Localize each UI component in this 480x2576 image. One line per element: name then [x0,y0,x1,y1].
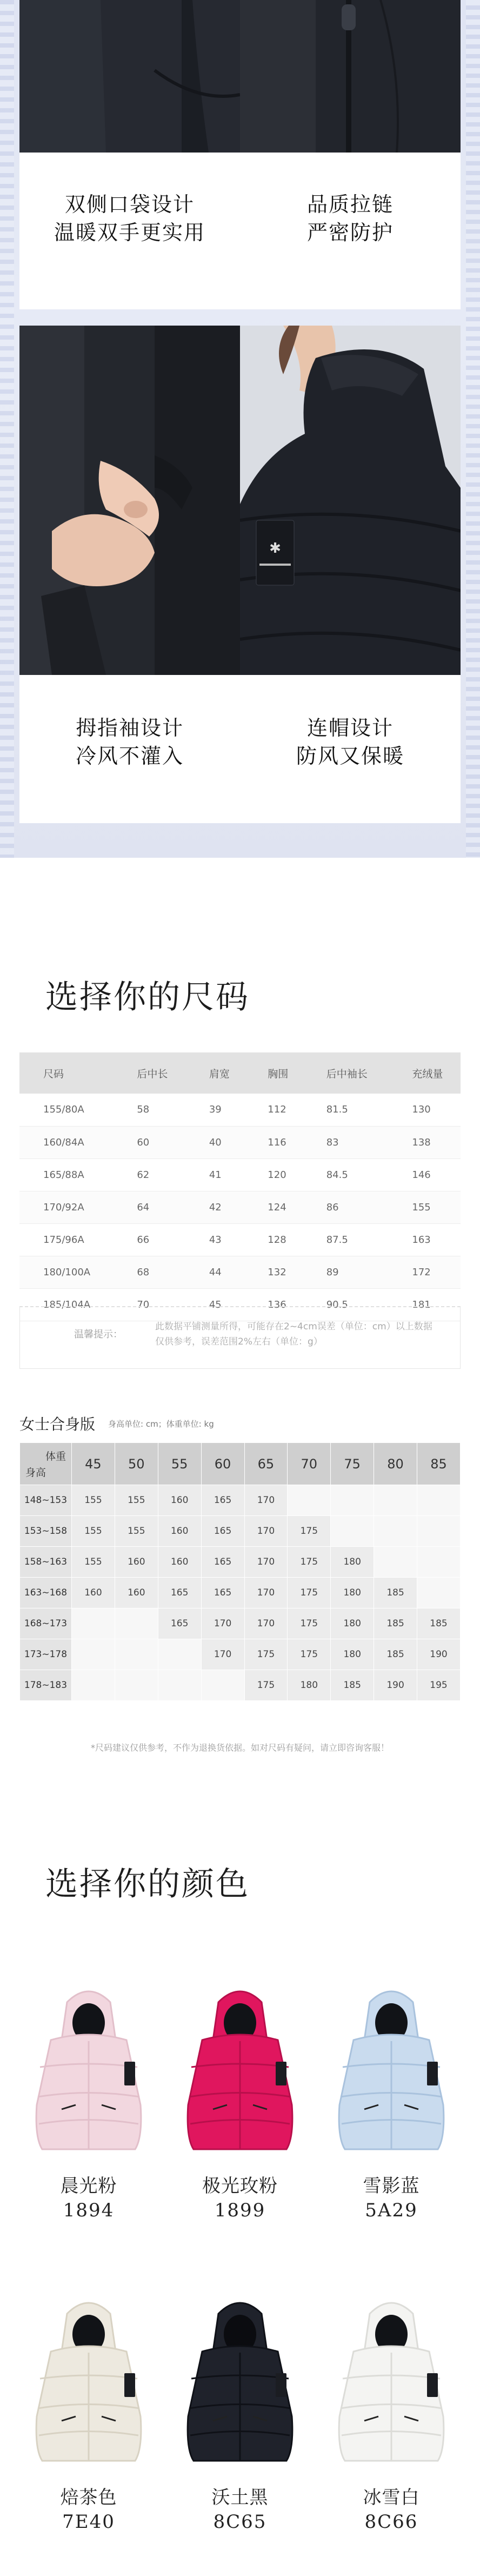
column-header: 肩宽 [185,1052,244,1094]
fit-chart-cell: 195 [417,1670,461,1701]
color-code: 7E40 [62,2511,115,2533]
table-cell: 86 [303,1191,389,1223]
size-note-text: 此数据平铺测量所得，可能存在2~4cm误差（单位：cm）以上数据仅供参考，误差范围2%左右（单位：g） [155,1321,432,1347]
fit-chart-cell: 165 [201,1485,244,1516]
pocket-photo [19,0,240,153]
color-name: 焙茶色 [60,2487,117,2508]
fit-chart-cell: 165 [201,1547,244,1578]
weight-column-header: 60 [201,1443,244,1485]
fit-chart-cell: 155 [115,1516,158,1547]
height-row-header: 148~153 [20,1485,72,1516]
weight-column-header: 70 [288,1443,331,1485]
weight-column-header: 50 [115,1443,158,1485]
fit-chart-cell: 180 [331,1547,374,1578]
fit-chart-cell [331,1516,374,1547]
table-cell: 146 [388,1158,461,1191]
table-cell: 163 [388,1223,461,1256]
fit-chart-cell: 175 [288,1547,331,1578]
fit-chart-cell [72,1608,115,1639]
table-cell: 155 [388,1191,461,1223]
table-cell: 180/100A [19,1256,113,1288]
table-cell: 170/92A [19,1191,113,1223]
fit-chart-cell [201,1670,244,1701]
color-swatch[interactable] [316,2292,467,2533]
fit-chart-units: 身高单位: cm；体重单位: kg [108,1419,214,1429]
table-cell: 128 [244,1223,302,1256]
feature-line-1: 拇指袖设计 [75,716,184,740]
feature-line-2: 防风又保暖 [296,744,404,768]
weight-column-header: 55 [158,1443,201,1485]
fit-chart-cell: 165 [201,1516,244,1547]
fit-chart-cell [374,1485,417,1516]
fit-chart-cell: 185 [374,1639,417,1670]
color-swatch[interactable] [164,1981,316,2221]
fit-chart-cell: 170 [201,1608,244,1639]
table-cell: 155/80A [19,1094,113,1126]
color-name: 冰雪白 [363,2487,420,2508]
feature-section [0,0,480,858]
table-cell: 58 [113,1094,185,1126]
table-cell: 70 [113,1288,185,1321]
fit-chart-row [20,1516,461,1547]
fit-chart-cell: 160 [158,1485,201,1516]
fit-chart-title: 女士合身版 [19,1415,96,1433]
table-cell: 130 [388,1094,461,1126]
table-cell: 66 [113,1223,185,1256]
fit-chart-cell [288,1485,331,1516]
fit-chart-cell: 180 [331,1608,374,1639]
table-cell: 120 [244,1158,302,1191]
fit-chart-cell [115,1639,158,1670]
table-cell: 181 [388,1288,461,1321]
fit-chart-cell: 160 [158,1516,201,1547]
fit-chart-cell: 165 [158,1608,201,1639]
fit-chart-cell: 160 [115,1578,158,1608]
feature-card-zipper [240,0,461,309]
weight-column-header: 80 [374,1443,417,1485]
table-cell: 41 [185,1158,244,1191]
table-cell: 132 [244,1256,302,1288]
height-row-header: 158~163 [20,1547,72,1578]
fit-chart-cell: 155 [72,1547,115,1578]
fit-chart-cell: 165 [201,1578,244,1608]
table-cell: 175/96A [19,1223,113,1256]
height-axis-label: 身高 [25,1467,46,1479]
color-swatch[interactable] [13,1981,164,2221]
feature-card-hood [240,326,461,823]
color-name: 沃土黑 [211,2487,269,2508]
feature-line-1: 双侧口袋设计 [64,193,195,216]
weight-column-header: 85 [417,1443,461,1485]
table-cell: 89 [303,1256,389,1288]
color-code: 5A29 [365,2200,418,2221]
fit-chart-row [20,1639,461,1670]
table-cell: 68 [113,1256,185,1288]
column-header: 后中长 [113,1052,185,1094]
feature-line-2: 温暖双手更实用 [54,221,205,244]
hood-photo [240,326,461,675]
column-header: 后中袖长 [303,1052,389,1094]
table-cell: 185/104A [19,1288,113,1321]
feature-card-thumb-cuff [19,326,240,823]
fit-chart-cell: 175 [288,1608,331,1639]
color-swatch[interactable] [13,2292,164,2533]
table-cell: 64 [113,1191,185,1223]
table-row [19,1126,461,1158]
fit-chart-cell [374,1516,417,1547]
table-cell: 160/84A [19,1126,113,1158]
color-code: 8C66 [364,2511,418,2533]
table-cell: 83 [303,1126,389,1158]
fit-chart-cell [374,1547,417,1578]
table-cell: 42 [185,1191,244,1223]
fit-chart-cell [158,1639,201,1670]
feature-line-1: 品质拉链 [306,193,394,216]
height-row-header: 163~168 [20,1578,72,1608]
fit-chart-cell: 185 [374,1608,417,1639]
svg-text:✱: ✱ [269,540,281,557]
fit-chart-cell: 155 [115,1485,158,1516]
fit-chart-cell: 160 [115,1547,158,1578]
fit-chart-cell: 170 [244,1578,288,1608]
size-section-title: 选择你的尺码 [45,978,250,1016]
jacket-image [29,2292,148,2471]
jacket-image [181,1981,299,2159]
color-section-title: 选择你的颜色 [45,1865,250,1903]
column-header: 尺码 [19,1052,113,1094]
fit-chart-cell: 160 [72,1578,115,1608]
table-row [19,1191,461,1223]
fit-chart-cell: 170 [244,1547,288,1578]
table-row [19,1256,461,1288]
zipper-photo [240,0,461,153]
weight-column-header: 65 [244,1443,288,1485]
table-cell: 90.5 [303,1288,389,1321]
table-cell: 124 [244,1191,302,1223]
fit-chart-corner [20,1443,72,1485]
fit-chart-cell: 180 [288,1670,331,1701]
fit-chart-table [19,1442,461,1701]
fit-chart-cell: 175 [244,1670,288,1701]
table-row [19,1158,461,1191]
table-cell: 138 [388,1126,461,1158]
fit-chart-cell: 175 [288,1639,331,1670]
table-cell: 112 [244,1094,302,1126]
fit-chart-cell: 160 [158,1547,201,1578]
fit-chart-cell: 170 [244,1608,288,1639]
color-code: 1894 [63,2200,115,2221]
fit-chart-cell: 175 [288,1516,331,1547]
fit-chart-cell: 185 [417,1608,461,1639]
fit-chart-cell: 170 [244,1516,288,1547]
size-table [19,1052,461,1321]
color-code: 8C65 [213,2511,267,2533]
table-row [19,1223,461,1256]
fit-chart-cell [331,1485,374,1516]
table-cell: 44 [185,1256,244,1288]
fit-chart-cell [115,1670,158,1701]
table-cell: 45 [185,1288,244,1321]
fit-chart-cell: 155 [72,1516,115,1547]
fit-chart-cell: 155 [72,1485,115,1516]
table-cell: 40 [185,1126,244,1158]
color-swatch[interactable] [164,2292,316,2533]
fit-chart-row [20,1670,461,1701]
fit-chart-cell: 180 [331,1578,374,1608]
fit-chart-cell [417,1516,461,1547]
table-cell: 81.5 [303,1094,389,1126]
thumb-cuff-photo [19,326,240,675]
table-cell: 165/88A [19,1158,113,1191]
feature-line-1: 连帽设计 [306,716,394,740]
table-cell: 60 [113,1126,185,1158]
fit-chart-cell [417,1578,461,1608]
fit-chart-cell: 170 [201,1639,244,1670]
fit-chart-cell: 185 [331,1670,374,1701]
table-cell: 136 [244,1288,302,1321]
table-cell: 87.5 [303,1223,389,1256]
fit-chart-cell: 180 [331,1639,374,1670]
table-cell: 116 [244,1126,302,1158]
size-note-label: 温馨提示： [74,1329,123,1340]
fit-chart-cell: 185 [374,1578,417,1608]
weight-axis-label: 体重 [45,1451,66,1462]
fit-chart-row [20,1485,461,1516]
table-cell: 62 [113,1158,185,1191]
fit-chart-cell [72,1639,115,1670]
fit-chart-row [20,1578,461,1608]
table-row [19,1094,461,1126]
fit-chart-cell [115,1608,158,1639]
fit-chart-cell: 170 [244,1485,288,1516]
fit-chart-cell [417,1547,461,1578]
jacket-image [332,1981,451,2159]
height-row-header: 168~173 [20,1608,72,1639]
fit-chart-row [20,1608,461,1639]
fit-chart-cell [72,1670,115,1701]
column-header: 胸围 [244,1052,302,1094]
fit-chart-cell: 190 [417,1639,461,1670]
feature-card-pockets [19,0,240,309]
jacket-image [29,1981,148,2159]
fit-chart-header [20,1443,461,1485]
fit-chart-cell [417,1485,461,1516]
feature-line-2: 严密防护 [306,221,394,244]
height-row-header: 173~178 [20,1639,72,1670]
table-cell: 39 [185,1094,244,1126]
jacket-image [181,2292,299,2471]
size-note [19,1306,461,1369]
color-name: 雪影蓝 [363,2175,420,2197]
table-cell: 84.5 [303,1158,389,1191]
fit-chart-cell: 165 [158,1578,201,1608]
size-table-header [19,1052,461,1094]
fit-chart-cell: 175 [244,1639,288,1670]
fit-chart-cell [158,1670,201,1701]
jacket-image [332,2292,451,2471]
height-row-header: 178~183 [20,1670,72,1701]
color-code: 1899 [214,2200,266,2221]
table-cell: 172 [388,1256,461,1288]
color-swatch[interactable] [316,1981,467,2221]
column-header: 充绒量 [388,1052,461,1094]
fit-chart-cell: 175 [288,1578,331,1608]
height-row-header: 153~158 [20,1516,72,1547]
table-cell: 43 [185,1223,244,1256]
weight-column-header: 45 [72,1443,115,1485]
color-name: 极光玫粉 [202,2175,278,2197]
weight-column-header: 75 [331,1443,374,1485]
fit-chart-footnote: *尺码建议仅供参考，不作为退换货依据。如对尺码有疑问，请立即咨询客服！ [90,1743,389,1753]
fit-chart-cell: 190 [374,1670,417,1701]
color-name: 晨光粉 [60,2175,117,2197]
fit-chart-row [20,1547,461,1578]
feature-line-2: 冷风不灌入 [75,744,184,768]
